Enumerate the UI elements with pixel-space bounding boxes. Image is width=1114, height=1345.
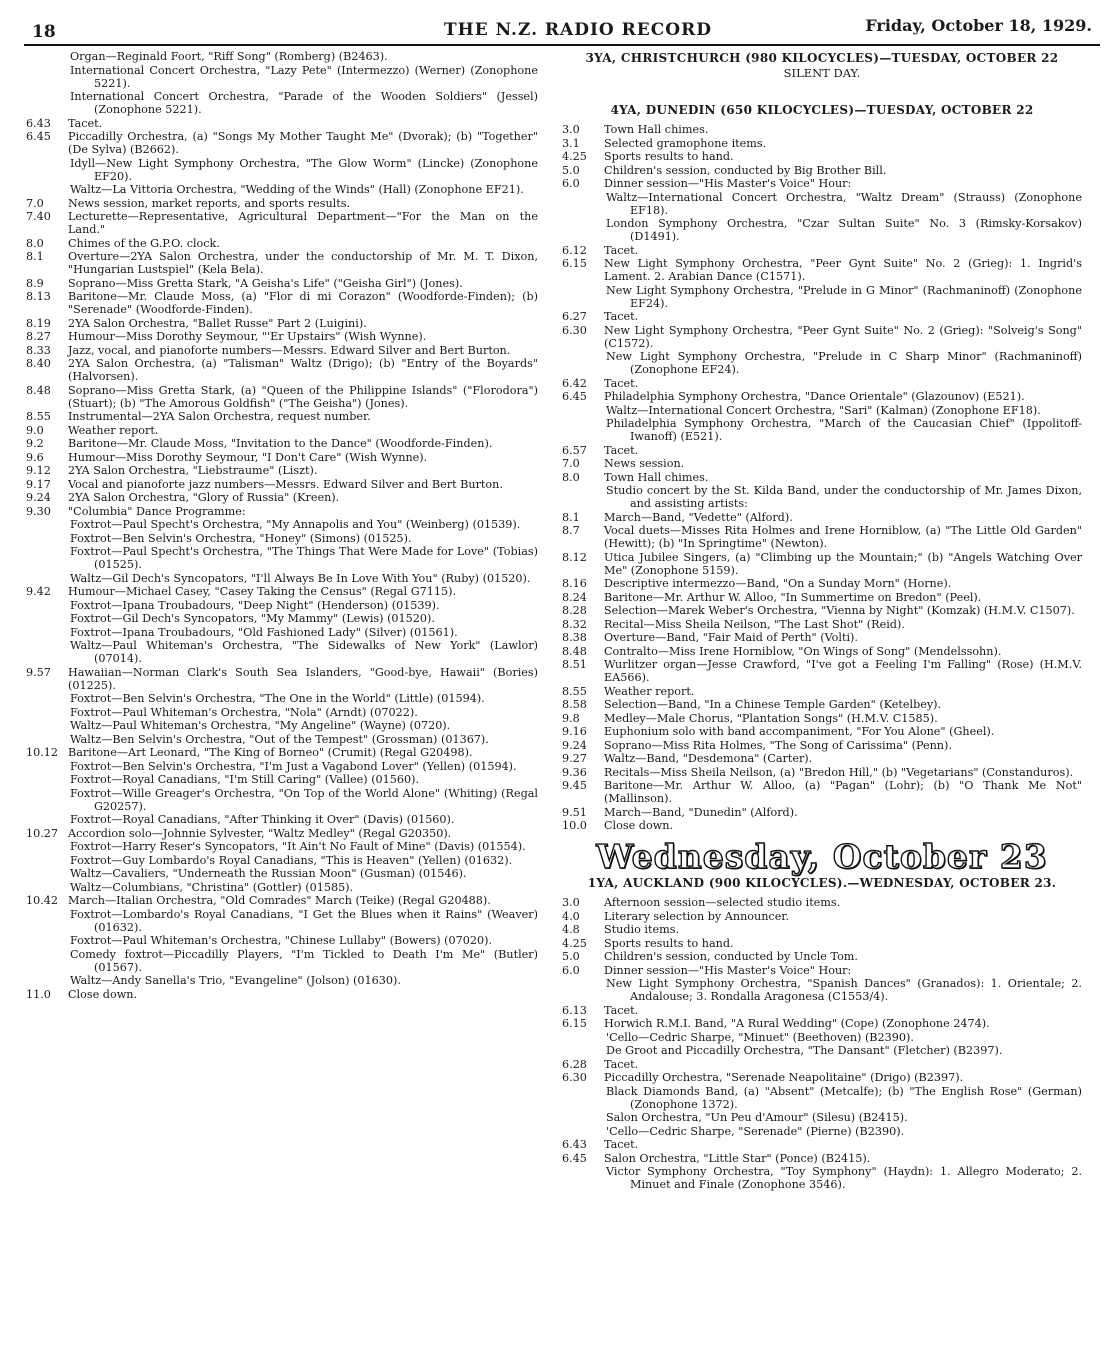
station-heading-4ya: 4YA, DUNEDIN (650 KILOCYCLES)—TUESDAY, OCTOBER 22: [610, 103, 1034, 117]
schedule-sub-item: Waltz—Ben Selvin's Orchestra, "Out of the Tempest" (Grossman) (01367).: [70, 732, 489, 746]
schedule-entry: [26, 410, 538, 423]
entry-time: 6.43: [26, 116, 51, 130]
entry-time: 8.13: [26, 290, 51, 303]
entry-text: Euphonium solo with band accompaniment, "For You Alone" (Gheel).: [604, 725, 995, 738]
entry-text: Tacet.: [68, 116, 103, 130]
entry-text: Accordion solo—Johnnie Sylvester, "Waltz Medley" (Regal G20350).: [68, 826, 452, 840]
entry-text: Studio items.: [604, 923, 679, 936]
schedule-entry: [26, 290, 538, 316]
schedule-entry: [562, 896, 1082, 909]
entry-text: Piccadilly Orchestra, "Serenade Neapolitaine" (Drigo) (B2397).: [604, 1071, 964, 1084]
schedule-entry: [562, 577, 1082, 590]
entry-text: Selection—Band, "In a Chinese Temple Garden" (Ketelbey).: [604, 698, 942, 711]
entry-text: Selection—Marek Weber's Orchestra, "Vienna by Night" (Komzak) (H.M.V. C1507).: [604, 604, 1075, 617]
schedule-entry: [26, 344, 538, 357]
page-number: 18: [32, 22, 56, 42]
schedule-entry: [562, 964, 1082, 977]
schedule-sub-item: Foxtrot—Ipana Troubadours, "Deep Night" (Henderson) (01539).: [70, 598, 440, 612]
schedule-sub-item: Foxtrot—Royal Canadians, "After Thinking it Over" (Davis) (01560).: [70, 813, 455, 826]
entry-time: 9.42: [26, 585, 51, 598]
schedule-entry: [26, 464, 538, 477]
schedule-sub-item: New Light Symphony Orchestra, "Prelude in G Minor" (Rachmaninoff) (Zonophone EF24).: [606, 283, 1082, 310]
schedule-entry: [26, 117, 538, 130]
entry-time: 8.28: [562, 604, 587, 617]
schedule-entry: [562, 766, 1082, 779]
entry-time: 6.42: [562, 376, 587, 390]
entry-time: 4.0: [562, 909, 580, 923]
entry-time: 4.25: [562, 936, 587, 950]
entry-text: Dinner session—"His Master's Voice" Hour:: [604, 177, 852, 190]
entry-text: Jazz, vocal, and pianoforte numbers—Messrs. Edward Silver and Bert Burton.: [68, 343, 511, 357]
schedule-entry: [26, 505, 538, 518]
schedule-sub-item: Waltz—La Vittoria Orchestra, "Wedding of the Winds" (Hall) (Zonophone EF21).: [70, 183, 524, 196]
schedule-sub-item: New Light Symphony Orchestra, "Prelude in C Sharp Minor" (Rachmaninoff) (Zonophone EF24).: [606, 350, 1082, 376]
entry-text: Humour—Miss Dorothy Seymour, "I Don't Care" (Wish Wynne).: [68, 450, 428, 464]
entry-time: 6.45: [562, 1151, 587, 1165]
entry-text: March—Band, "Vedette" (Alford).: [604, 510, 793, 524]
entry-text: Recitals—Miss Sheila Neilson, (a) "Bredon Hill," (b) "Vegetarians" (Constanduros).: [604, 765, 1074, 779]
entry-text: Sports results to hand.: [604, 150, 734, 163]
entry-time: 8.55: [562, 684, 587, 698]
page-header: [24, 16, 1100, 46]
entry-text: Tacet.: [604, 243, 639, 257]
schedule-sub-item: Waltz—International Concert Orchestra, "Sari" (Kalman) (Zonophone EF18).: [606, 403, 1041, 417]
entry-text: Soprano—Miss Gretta Stark, "A Geisha's Life" ("Geisha Girl") (Jones).: [68, 276, 463, 290]
entry-time: 6.15: [562, 257, 587, 270]
schedule-entry: [26, 197, 538, 210]
entry-time: 10.12: [26, 746, 59, 759]
entry-time: 8.27: [26, 330, 51, 343]
entry-time: 3.0: [562, 896, 580, 909]
entry-text: Selected gramophone items.: [604, 136, 767, 150]
schedule-entry: [26, 827, 538, 840]
entry-time: 8.0: [26, 236, 44, 250]
schedule-entry: [26, 585, 538, 598]
schedule-sub-item: Waltz—International Concert Orchestra, "Waltz Dream" (Strauss) (Zonophone EF18).: [606, 190, 1082, 217]
entry-text: 2YA Salon Orchestra, (a) "Talisman" Waltz (Drigo); (b) "Entry of the Boyards" (Halvorsen).: [68, 357, 538, 383]
schedule-entry: [562, 444, 1082, 457]
entry-time: 6.0: [562, 177, 580, 190]
entry-text: Soprano—Miss Rita Holmes, "The Song of Carissima" (Penn).: [604, 738, 952, 752]
schedule-entry: [562, 591, 1082, 604]
entry-text: Chimes of the G.P.O. clock.: [68, 236, 220, 250]
schedule-entry: [26, 988, 538, 1001]
entry-text: Vocal duets—Misses Rita Holmes and Irene Horniblow, (a) "The Little Old Garden" (Hewitt); (b) "In Springtime" (Newton).: [604, 524, 1082, 550]
entry-time: 9.24: [562, 738, 587, 752]
schedule-entry: [562, 618, 1082, 631]
schedule-entry: [26, 130, 538, 156]
schedule-sub-item: Waltz—Paul Whiteman's Orchestra, "My Angeline" (Wayne) (0720).: [70, 719, 451, 732]
schedule-entry: [26, 894, 538, 907]
schedule-entry: [562, 310, 1082, 323]
entry-time: 8.0: [562, 470, 580, 484]
schedule-entry: [562, 658, 1082, 684]
entry-time: 9.27: [562, 752, 587, 765]
entry-text: Baritone—Mr. Arthur W. Alloo, "In Summertime on Bredon" (Peel).: [604, 590, 982, 604]
schedule-entry: [562, 137, 1082, 150]
schedule-sub-item: New Light Symphony Orchestra, "Spanish Dances" (Granados): 1. Orientale; 2. Andalouse; 3. Rondalla Aragonesa (C1553/4).: [606, 977, 1082, 1003]
schedule-sub-item: Philadelphia Symphony Orchestra, "March of the Caucasian Chief" (Ippolitoff-Iwanoff) (E521).: [606, 417, 1082, 443]
schedule-entry: [26, 210, 538, 236]
schedule-sub-item: Waltz—Cavaliers, "Underneath the Russian Moon" (Gusman) (01546).: [70, 867, 467, 880]
schedule-entry: [26, 437, 538, 450]
entry-time: 7.0: [26, 196, 44, 210]
entry-text: Horwich R.M.I. Band, "A Rural Wedding" (Cope) (Zonophone 2474).: [604, 1017, 990, 1030]
schedule-entry: [562, 150, 1082, 163]
schedule-sub-item: Victor Symphony Orchestra, "Toy Symphony" (Haydn): 1. Allegro Moderato; 2. Minuet and Finale (Zonophone 3546).: [606, 1165, 1082, 1191]
schedule-sub-item: 'Cello—Cedric Sharpe, "Minuet" (Beethoven) (B2390).: [606, 1030, 914, 1044]
schedule-sub-item: Idyll—New Light Symphony Orchestra, "The Glow Worm" (Lincke) (Zonophone EF20).: [70, 156, 538, 183]
schedule-sub-item: Studio concert by the St. Kilda Band, under the conductorship of Mr. James Dixon, and assisting artists:: [606, 484, 1082, 510]
entry-text: Overture—Band, "Fair Maid of Perth" (Volti).: [604, 631, 858, 644]
schedule-sub-item: Foxtrot—Paul Specht's Orchestra, "The Things That Were Made for Love" (Tobias) (01525).: [70, 545, 538, 571]
schedule-entry: [562, 604, 1082, 617]
schedule-entry: [562, 524, 1082, 550]
schedule-entry: [562, 1004, 1082, 1017]
entry-text: Soprano—Miss Gretta Stark, (a) "Queen of the Philippine Islands" ("Florodora") (Stuart); (b) "The Amorous Goldfish" ("The Geisha") (Jones).: [68, 383, 538, 410]
entry-text: Utica Jubilee Singers, (a) "Climbing up the Mountain;" (b) "Angels Watching Over Me" (Zonophone 5159).: [604, 550, 1082, 577]
schedule-entry: [26, 330, 538, 343]
entry-time: 9.24: [26, 491, 51, 504]
entry-time: 8.58: [562, 698, 587, 711]
schedule-entry: [562, 377, 1082, 390]
entry-time: 6.12: [562, 243, 587, 257]
schedule-sub-item: London Symphony Orchestra, "Czar Sultan Suite" No. 3 (Rimsky-Korsakov) (D1491).: [606, 217, 1082, 243]
schedule-entry: [562, 123, 1082, 136]
entry-text: Lecturette—Representative, Agricultural Department—"For the Man on the Land.": [68, 210, 538, 236]
schedule-entry: [26, 478, 538, 491]
entry-time: 4.8: [562, 923, 580, 936]
entry-time: 5.0: [562, 950, 580, 963]
entry-text: Medley—Male Chorus, "Plantation Songs" (H.M.V. C1585).: [604, 711, 938, 725]
entry-time: 6.57: [562, 443, 587, 457]
entry-time: 6.45: [26, 130, 51, 143]
entry-time: 8.1: [562, 510, 580, 524]
entry-text: Wurlitzer organ—Jesse Crawford, "I've got a Feeling I'm Falling" (Rose) (H.M.V. EA566).: [604, 658, 1082, 684]
day-heading: Wednesday, October 23: [596, 837, 1048, 876]
entry-time: 6.13: [562, 1003, 587, 1017]
entry-time: 10.27: [26, 826, 59, 840]
schedule-entry: [562, 698, 1082, 711]
schedule-entry: [562, 471, 1082, 484]
schedule-sub-item: Foxtrot—Guy Lombardo's Royal Canadians, "This is Heaven" (Yellen) (01632).: [70, 853, 513, 867]
entry-text: Close down.: [604, 819, 674, 832]
schedule-entry: [562, 164, 1082, 177]
entry-text: 2YA Salon Orchestra, "Glory of Russia" (Kreen).: [68, 491, 340, 504]
entry-time: 10.42: [26, 894, 59, 907]
schedule-sub-item: Waltz—Paul Whiteman's Orchestra, "The Sidewalks of New York" (Lawlor) (07014).: [70, 639, 538, 665]
silent-day-notice: SILENT DAY.: [783, 66, 861, 80]
entry-text: Salon Orchestra, "Little Star" (Ponce) (B2415).: [604, 1151, 871, 1165]
entry-time: 8.55: [26, 410, 51, 423]
entry-time: 8.33: [26, 343, 51, 357]
schedule-entry: [562, 457, 1082, 470]
entry-time: 8.32: [562, 617, 587, 631]
entry-text: New Light Symphony Orchestra, "Peer Gynt Suite" No. 2 (Grieg): "Solveig's Song" (C1572).: [604, 323, 1082, 350]
schedule-entry: [562, 257, 1082, 283]
entry-text: Sports results to hand.: [604, 936, 734, 950]
schedule-entry: [562, 739, 1082, 752]
schedule-sub-item: Foxtrot—Gil Dech's Syncopators, "My Mammy" (Lewis) (01520).: [70, 612, 435, 625]
entry-text: Town Hall chimes.: [604, 470, 709, 484]
entry-text: "Columbia" Dance Programme:: [68, 504, 246, 518]
entry-time: 8.12: [562, 550, 587, 564]
schedule-sub-item: Foxtrot—Royal Canadians, "I'm Still Caring" (Vallee) (01560).: [70, 773, 420, 786]
entry-text: Baritone—Mr. Claude Moss, (a) "Flor di mi Corazon" (Woodforde-Finden); (b) "Serenade" (Woodforde-Finden).: [68, 290, 538, 316]
schedule-entry: [562, 950, 1082, 963]
schedule-entry: [562, 1138, 1082, 1151]
entry-text: Waltz—Band, "Desdemona" (Carter).: [604, 752, 813, 765]
schedule-entry: [562, 779, 1082, 805]
schedule-sub-item: International Concert Orchestra, "Parade of the Wooden Soldiers" (Jessel) (Zonophone 5221).: [70, 90, 538, 116]
schedule-entry: [562, 937, 1082, 950]
entry-time: 8.51: [562, 658, 587, 671]
entry-time: 8.40: [26, 357, 51, 370]
schedule-entry: [26, 746, 538, 759]
entry-text: Children's session, conducted by Big Brother Bill.: [604, 163, 887, 177]
schedule-entry: [26, 424, 538, 437]
schedule-sub-item: Foxtrot—Ben Selvin's Orchestra, "I'm Just a Vagabond Lover" (Yellen) (01594).: [70, 759, 517, 773]
schedule-sub-item: Foxtrot—Paul Specht's Orchestra, "My Annapolis and You" (Weinberg) (01539).: [70, 518, 521, 531]
schedule-entry: [562, 1152, 1082, 1165]
entry-time: 9.2: [26, 437, 44, 450]
schedule-entry: [562, 645, 1082, 658]
entry-text: News session, market reports, and sports results.: [68, 196, 351, 210]
entry-time: 9.51: [562, 805, 587, 819]
entry-time: 9.16: [562, 725, 587, 738]
entry-time: 3.1: [562, 136, 580, 150]
station-heading-3ya: 3YA, CHRISTCHURCH (980 KILOCYCLES)—TUESDAY, OCTOBER 22: [585, 51, 1059, 65]
schedule-entry: [26, 250, 538, 276]
schedule-entry: [562, 712, 1082, 725]
schedule-sub-item: Foxtrot—Paul Whiteman's Orchestra, "Nola" (Arndt) (07022).: [70, 705, 418, 719]
schedule-entry: [562, 806, 1082, 819]
entry-text: Vocal and pianoforte jazz numbers—Messrs. Edward Silver and Bert Burton.: [68, 477, 503, 491]
entry-text: New Light Symphony Orchestra, "Peer Gynt Suite" No. 2 (Grieg): 1. Ingrid's Lament. 2. Arabian Dance (C1571).: [604, 257, 1082, 283]
entry-text: Contralto—Miss Irene Horniblow, "On Wings of Song" (Mendelssohn).: [604, 644, 1002, 658]
schedule-entry: [562, 685, 1082, 698]
schedule-entry: [562, 1017, 1082, 1030]
entry-text: Children's session, conducted by Uncle Tom.: [604, 950, 858, 963]
entry-text: March—Italian Orchestra, "Old Comrades" March (Teike) (Regal G20488).: [68, 894, 491, 907]
schedule-sub-item: Foxtrot—Lombardo's Royal Canadians, "I Get the Blues when it Rains" (Weaver) (01632).: [70, 907, 538, 934]
left-column: [26, 50, 538, 1345]
schedule-sub-item: Foxtrot—Ben Selvin's Orchestra, "Honey" (Simons) (01525).: [70, 531, 412, 545]
entry-time: 6.45: [562, 390, 587, 403]
schedule-sub-item: De Groot and Piccadilly Orchestra, "The Dansant" (Fletcher) (B2397).: [606, 1044, 1003, 1057]
entry-time: 10.0: [562, 819, 587, 832]
schedule-entry: [562, 752, 1082, 765]
entry-text: Tacet.: [604, 310, 639, 323]
entry-text: Baritone—Mr. Claude Moss, "Invitation to the Dance" (Woodforde-Finden).: [68, 437, 493, 450]
entry-time: 7.40: [26, 210, 51, 223]
schedule-sub-item: Foxtrot—Harry Reser's Syncopators, "It Ain't No Fault of Mine" (Davis) (01554).: [70, 840, 526, 853]
entry-text: March—Band, "Dunedin" (Alford).: [604, 805, 798, 819]
station-heading-1ya: 1YA, AUCKLAND (900 KILOCYCLES).—WEDNESDAY, OCTOBER 23.: [587, 876, 1057, 890]
entry-time: 6.30: [562, 323, 587, 337]
entry-text: Literary selection by Announcer.: [604, 909, 789, 923]
schedule-sub-item: International Concert Orchestra, "Lazy Pete" (Intermezzo) (Werner) (Zonophone 5221).: [70, 63, 538, 90]
entry-time: 8.7: [562, 524, 580, 537]
entry-text: Hawaiian—Norman Clark's South Sea Islanders, "Good-bye, Hawaii" (Bories) (01225).: [68, 665, 538, 692]
schedule-entry: [562, 819, 1082, 832]
schedule-entry: [562, 551, 1082, 577]
entry-time: 9.17: [26, 477, 51, 491]
entry-time: 9.6: [26, 450, 44, 464]
entry-text: Afternoon session—selected studio items.: [604, 896, 841, 909]
schedule-entry: [562, 1058, 1082, 1071]
schedule-sub-item: Foxtrot—Wille Greager's Orchestra, "On Top of the World Alone" (Whiting) (Regal G20257).: [70, 786, 538, 813]
entry-text: Piccadilly Orchestra, (a) "Songs My Mother Taught Me" (Dvorak); (b) "Together" (De Sylva) (B2662).: [68, 130, 538, 156]
entry-time: 6.0: [562, 963, 580, 977]
entry-time: 8.38: [562, 631, 587, 644]
schedule-sub-item: Foxtrot—Ipana Troubadours, "Old Fashioned Lady" (Silver) (01561).: [70, 625, 458, 639]
entry-time: 6.28: [562, 1057, 587, 1071]
schedule-sub-item: Waltz—Columbians, "Christina" (Gottler) (01585).: [70, 880, 354, 894]
entry-time: 5.0: [562, 163, 580, 177]
entry-time: 9.12: [26, 464, 51, 477]
schedule-entry: [26, 317, 538, 330]
right-column: [562, 50, 1082, 1345]
entry-text: Dinner session—"His Master's Voice" Hour:: [604, 963, 852, 977]
issue-date: Friday, October 18, 1929.: [865, 16, 1092, 35]
schedule-entry: [26, 357, 538, 383]
schedule-sub-item: 'Cello—Cedric Sharpe, "Serenade" (Pierne) (B2390).: [606, 1124, 905, 1138]
schedule-entry: [562, 511, 1082, 524]
schedule-sub-item: Organ—Reginald Foort, "Riff Song" (Romberg) (B2463).: [70, 50, 388, 63]
entry-time: 8.24: [562, 590, 587, 604]
entry-text: Tacet.: [604, 1003, 639, 1017]
schedule-entry: [562, 923, 1082, 936]
entry-time: 4.25: [562, 150, 587, 163]
entry-text: 2YA Salon Orchestra, "Liebstraume" (Liszt).: [68, 464, 318, 477]
entry-text: Town Hall chimes.: [604, 123, 709, 136]
entry-text: Baritone—Mr. Arthur W. Alloo, (a) "Pagan" (Lohr); (b) "O Thank Me Not" (Mallinson).: [604, 779, 1082, 805]
schedule-entry: [562, 390, 1082, 403]
entry-time: 9.8: [562, 711, 580, 725]
schedule-sub-item: Salon Orchestra, "Un Peu d'Amour" (Silesu) (B2415).: [606, 1111, 908, 1124]
schedule-entry: [562, 177, 1082, 190]
masthead-title: THE N.Z. RADIO RECORD: [444, 20, 712, 40]
entry-time: 8.19: [26, 316, 51, 330]
schedule-entry: [562, 244, 1082, 257]
schedule-entry: [26, 277, 538, 290]
entry-text: News session.: [604, 457, 685, 470]
entry-time: 8.16: [562, 577, 587, 590]
schedule-sub-item: Black Diamonds Band, (a) "Absent" (Metcalfe); (b) "The English Rose" (German) (Zonophone 1372).: [606, 1084, 1082, 1111]
schedule-entry: [562, 631, 1082, 644]
entry-time: 9.45: [562, 779, 587, 792]
schedule-entry: [562, 910, 1082, 923]
entry-time: 6.43: [562, 1138, 587, 1151]
entry-text: Descriptive intermezzo—Band, "On a Sunday Morn" (Horne).: [604, 577, 952, 590]
schedule-entry: [562, 1071, 1082, 1084]
entry-text: Tacet.: [604, 376, 639, 390]
entry-time: 11.0: [26, 987, 51, 1001]
entry-time: 8.48: [26, 383, 51, 397]
entry-text: Tacet.: [604, 443, 639, 457]
entry-text: Humour—Michael Casey, "Casey Taking the Census" (Regal G7115).: [68, 585, 457, 598]
entry-time: 6.27: [562, 310, 587, 323]
entry-text: Humour—Miss Dorothy Seymour, "'Er Upstairs" (Wish Wynne).: [68, 330, 427, 343]
entry-text: Overture—2YA Salon Orchestra, under the conductorship of Mr. M. T. Dixon, "Hungarian Lustspiel" (Kela Bela).: [68, 250, 538, 276]
schedule-entry: [26, 491, 538, 504]
entry-text: Tacet.: [604, 1057, 639, 1071]
schedule-sub-item: Waltz—Gil Dech's Syncopators, "I'll Always Be In Love With You" (Ruby) (01520).: [70, 571, 531, 585]
entry-text: Weather report.: [604, 684, 695, 698]
entry-time: 7.0: [562, 457, 580, 470]
entry-time: 8.9: [26, 276, 44, 290]
entry-text: Recital—Miss Sheila Neilson, "The Last Shot" (Reid).: [604, 617, 905, 631]
entry-time: 8.1: [26, 250, 44, 263]
entry-time: 3.0: [562, 123, 580, 136]
entry-text: Instrumental—2YA Salon Orchestra, request number.: [68, 410, 371, 423]
entry-text: Philadelphia Symphony Orchestra, "Dance Orientale" (Glazounov) (E521).: [604, 390, 1025, 403]
schedule-entry: [26, 666, 538, 692]
entry-time: 6.15: [562, 1017, 587, 1030]
entry-text: Baritone—Art Leonard, "The King of Borneo" (Crumit) (Regal G20498).: [68, 746, 473, 759]
entry-time: 9.0: [26, 423, 44, 437]
schedule-sub-item: Comedy foxtrot—Piccadilly Players, "I'm Tickled to Death I'm Me" (Butler) (01567).: [70, 947, 538, 974]
schedule-entry: [562, 725, 1082, 738]
schedule-entry: [562, 324, 1082, 350]
entry-text: 2YA Salon Orchestra, "Ballet Russe" Part 2 (Luigini).: [68, 316, 367, 330]
entry-text: Tacet.: [604, 1138, 639, 1151]
schedule-sub-item: Foxtrot—Paul Whiteman's Orchestra, "Chinese Lullaby" (Bowers) (07020).: [70, 934, 493, 947]
schedule-sub-item: Foxtrot—Ben Selvin's Orchestra, "The One in the World" (Little) (01594).: [70, 692, 485, 705]
entry-text: Close down.: [68, 987, 138, 1001]
entry-time: 8.48: [562, 644, 587, 658]
schedule-entry: [26, 451, 538, 464]
schedule-entry: [26, 237, 538, 250]
schedule-entry: [26, 384, 538, 410]
entry-time: 9.57: [26, 665, 51, 679]
entry-text: Weather report.: [68, 423, 159, 437]
schedule-sub-item: Waltz—Andy Sanella's Trio, "Evangeline" (Jolson) (01630).: [70, 974, 401, 987]
entry-time: 6.30: [562, 1071, 587, 1084]
entry-time: 9.30: [26, 504, 51, 518]
entry-time: 9.36: [562, 765, 587, 779]
